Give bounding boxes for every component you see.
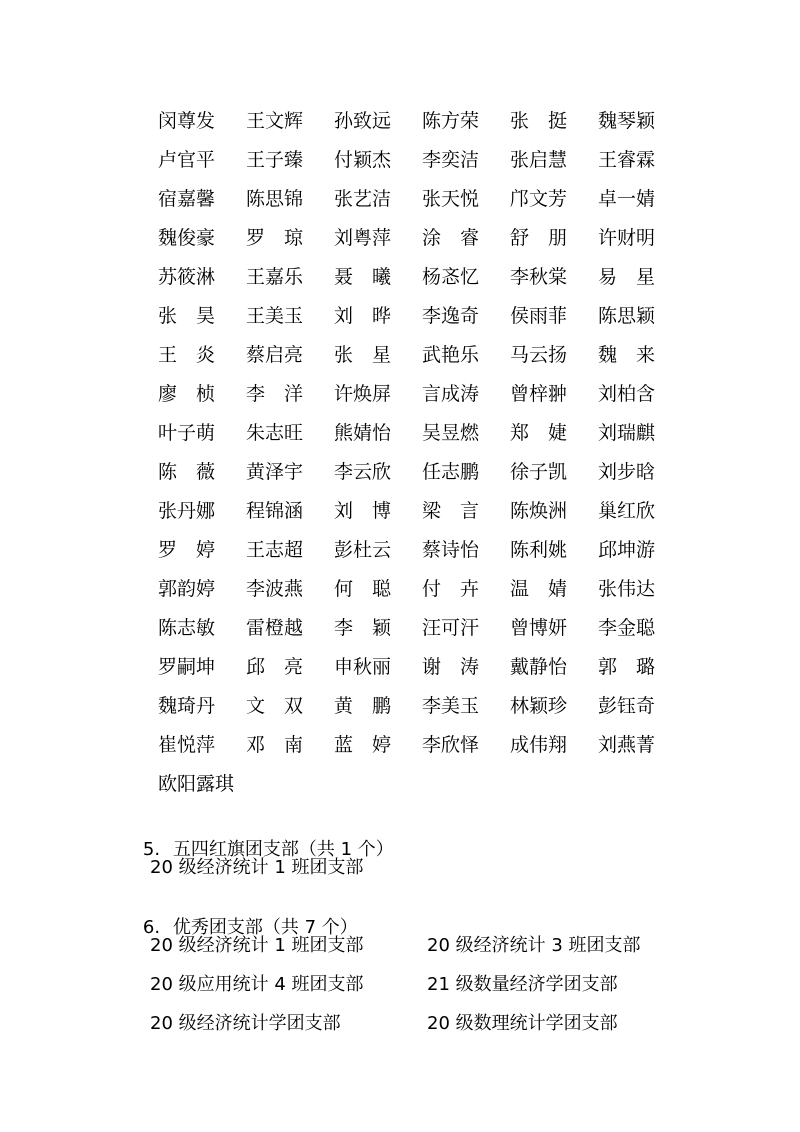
honoree-name: 李奕洁 — [422, 149, 480, 171]
honoree-name: 黄泽宇 — [246, 461, 304, 483]
honoree-name: 张 昊 — [158, 305, 216, 327]
section-6-branch: 20 级经济统计 3 班团支部 — [427, 935, 641, 956]
honoree-name: 陈焕洲 — [510, 500, 568, 522]
honoree-name: 孙致远 — [334, 110, 392, 132]
honoree-name: 张启慧 — [510, 149, 568, 171]
section-6-title: 优秀团支部（共 7 个） — [172, 917, 358, 938]
honoree-name: 张天悦 — [422, 188, 480, 210]
honoree-name: 杨忞忆 — [422, 266, 480, 288]
honoree-name: 邓 南 — [246, 734, 304, 756]
honoree-name: 曾梓翀 — [510, 383, 568, 405]
honoree-name: 魏 来 — [598, 344, 656, 366]
honoree-name: 言成涛 — [422, 383, 480, 405]
honoree-name: 付颖杰 — [334, 149, 392, 171]
honoree-name: 魏琴颖 — [598, 110, 656, 132]
honoree-name: 聂 曦 — [334, 266, 392, 288]
honoree-name: 雷橙越 — [246, 617, 304, 639]
honoree-name: 舒 朋 — [510, 227, 568, 249]
honoree-name: 卢官平 — [158, 149, 216, 171]
honoree-name: 陈方荣 — [422, 110, 480, 132]
honoree-name: 欧阳露琪 — [158, 773, 235, 795]
honoree-name: 李 洋 — [246, 383, 304, 405]
honoree-name: 陈思锦 — [246, 188, 304, 210]
honoree-name: 李 颖 — [334, 617, 392, 639]
honoree-name: 许焕屏 — [334, 383, 392, 405]
honoree-name: 申秋丽 — [334, 656, 392, 678]
honoree-name: 郭 璐 — [598, 656, 656, 678]
honoree-name: 蔡启亮 — [246, 344, 304, 366]
section-5-title: 五四红旗团支部（共 1 个） — [172, 839, 394, 860]
honoree-name: 李波燕 — [246, 578, 304, 600]
honoree-name: 曾博妍 — [510, 617, 568, 639]
honoree-name: 汪可汗 — [422, 617, 480, 639]
section-6-branch: 20 级数理统计学团支部 — [427, 1013, 618, 1034]
honoree-name: 许财明 — [598, 227, 656, 249]
honoree-name: 王志超 — [246, 539, 304, 561]
honoree-name: 付 卉 — [422, 578, 480, 600]
honoree-name: 黄 鹏 — [334, 695, 392, 717]
honoree-name: 邱 亮 — [246, 656, 304, 678]
honoree-name: 戴静怡 — [510, 656, 568, 678]
honoree-name: 张 星 — [334, 344, 392, 366]
section-6-number: 6. — [142, 917, 161, 938]
honoree-name: 刘步晗 — [598, 461, 656, 483]
section-6-branch: 20 级经济统计学团支部 — [150, 1013, 341, 1034]
honoree-name: 朱志旺 — [246, 422, 304, 444]
honoree-name: 陈 薇 — [158, 461, 216, 483]
honoree-name: 罗 琼 — [246, 227, 304, 249]
section-6-branch: 21 级数量经济学团支部 — [427, 974, 618, 995]
honoree-name: 刘柏含 — [598, 383, 656, 405]
honoree-name: 巢红欣 — [598, 500, 656, 522]
honoree-name: 李秋棠 — [510, 266, 568, 288]
honoree-name: 任志鹏 — [422, 461, 480, 483]
honoree-name: 温 婧 — [510, 578, 568, 600]
honoree-name: 李欣怿 — [422, 734, 480, 756]
honoree-name: 王子臻 — [246, 149, 304, 171]
honoree-name: 张 挺 — [510, 110, 568, 132]
honoree-name: 叶子萌 — [158, 422, 216, 444]
honoree-name: 马云扬 — [510, 344, 568, 366]
honoree-name-grid — [158, 102, 698, 804]
honoree-name: 彭杜云 — [334, 539, 392, 561]
honoree-name: 李金聪 — [598, 617, 656, 639]
honoree-name: 邱坤游 — [598, 539, 656, 561]
honoree-name: 王睿霖 — [598, 149, 656, 171]
honoree-name: 宿嘉馨 — [158, 188, 216, 210]
honoree-name: 王文辉 — [246, 110, 304, 132]
honoree-name: 崔悦萍 — [158, 734, 216, 756]
honoree-name: 谢 涛 — [422, 656, 480, 678]
honoree-name: 张丹娜 — [158, 500, 216, 522]
honoree-name: 王嘉乐 — [246, 266, 304, 288]
section-6-branch: 20 级应用统计 4 班团支部 — [150, 974, 364, 995]
honoree-name: 苏筱淋 — [158, 266, 216, 288]
honoree-name: 魏琦丹 — [158, 695, 216, 717]
honoree-name: 罗 婷 — [158, 539, 216, 561]
honoree-name: 刘燕菁 — [598, 734, 656, 756]
honoree-name: 刘瑞麒 — [598, 422, 656, 444]
honoree-name: 王美玉 — [246, 305, 304, 327]
honoree-name: 程锦涵 — [246, 500, 304, 522]
honoree-name: 刘 博 — [334, 500, 392, 522]
honoree-name: 涂 睿 — [422, 227, 480, 249]
honoree-name: 刘粤萍 — [334, 227, 392, 249]
honoree-name: 张艺洁 — [334, 188, 392, 210]
section-5-number: 5. — [142, 839, 161, 860]
honoree-name: 蓝 婷 — [334, 734, 392, 756]
honoree-name: 陈思颖 — [598, 305, 656, 327]
honoree-name: 易 星 — [598, 266, 656, 288]
honoree-name: 郭韵婷 — [158, 578, 216, 600]
honoree-name: 熊婧怡 — [334, 422, 392, 444]
honoree-name: 张伟达 — [598, 578, 656, 600]
honoree-name: 王 炎 — [158, 344, 216, 366]
honoree-name: 闵尊发 — [158, 110, 216, 132]
section-6-branch: 20 级经济统计 1 班团支部 — [150, 935, 364, 956]
honoree-name: 李逸奇 — [422, 305, 480, 327]
honoree-name: 蔡诗怡 — [422, 539, 480, 561]
honoree-name: 廖 桢 — [158, 383, 216, 405]
honoree-name: 罗嗣坤 — [158, 656, 216, 678]
honoree-name: 吴昱燃 — [422, 422, 480, 444]
honoree-name: 彭钰奇 — [598, 695, 656, 717]
honoree-name: 侯雨菲 — [510, 305, 568, 327]
honoree-name: 陈利姚 — [510, 539, 568, 561]
honoree-name: 李云欣 — [334, 461, 392, 483]
honoree-name: 文 双 — [246, 695, 304, 717]
honoree-name: 林颖珍 — [510, 695, 568, 717]
honoree-name: 刘 晔 — [334, 305, 392, 327]
honoree-name: 成伟翔 — [510, 734, 568, 756]
honoree-name: 郑 婕 — [510, 422, 568, 444]
section-5-branch: 20 级经济统计 1 班团支部 — [150, 857, 364, 878]
honoree-name: 何 聪 — [334, 578, 392, 600]
honoree-name: 梁 言 — [422, 500, 480, 522]
honoree-name: 陈志敏 — [158, 617, 216, 639]
honoree-name: 李美玉 — [422, 695, 480, 717]
honoree-name: 卓一婧 — [598, 188, 656, 210]
honoree-name: 魏俊豪 — [158, 227, 216, 249]
honoree-name: 徐子凯 — [510, 461, 568, 483]
honoree-name: 邝文芳 — [510, 188, 568, 210]
honoree-name: 武艳乐 — [422, 344, 480, 366]
